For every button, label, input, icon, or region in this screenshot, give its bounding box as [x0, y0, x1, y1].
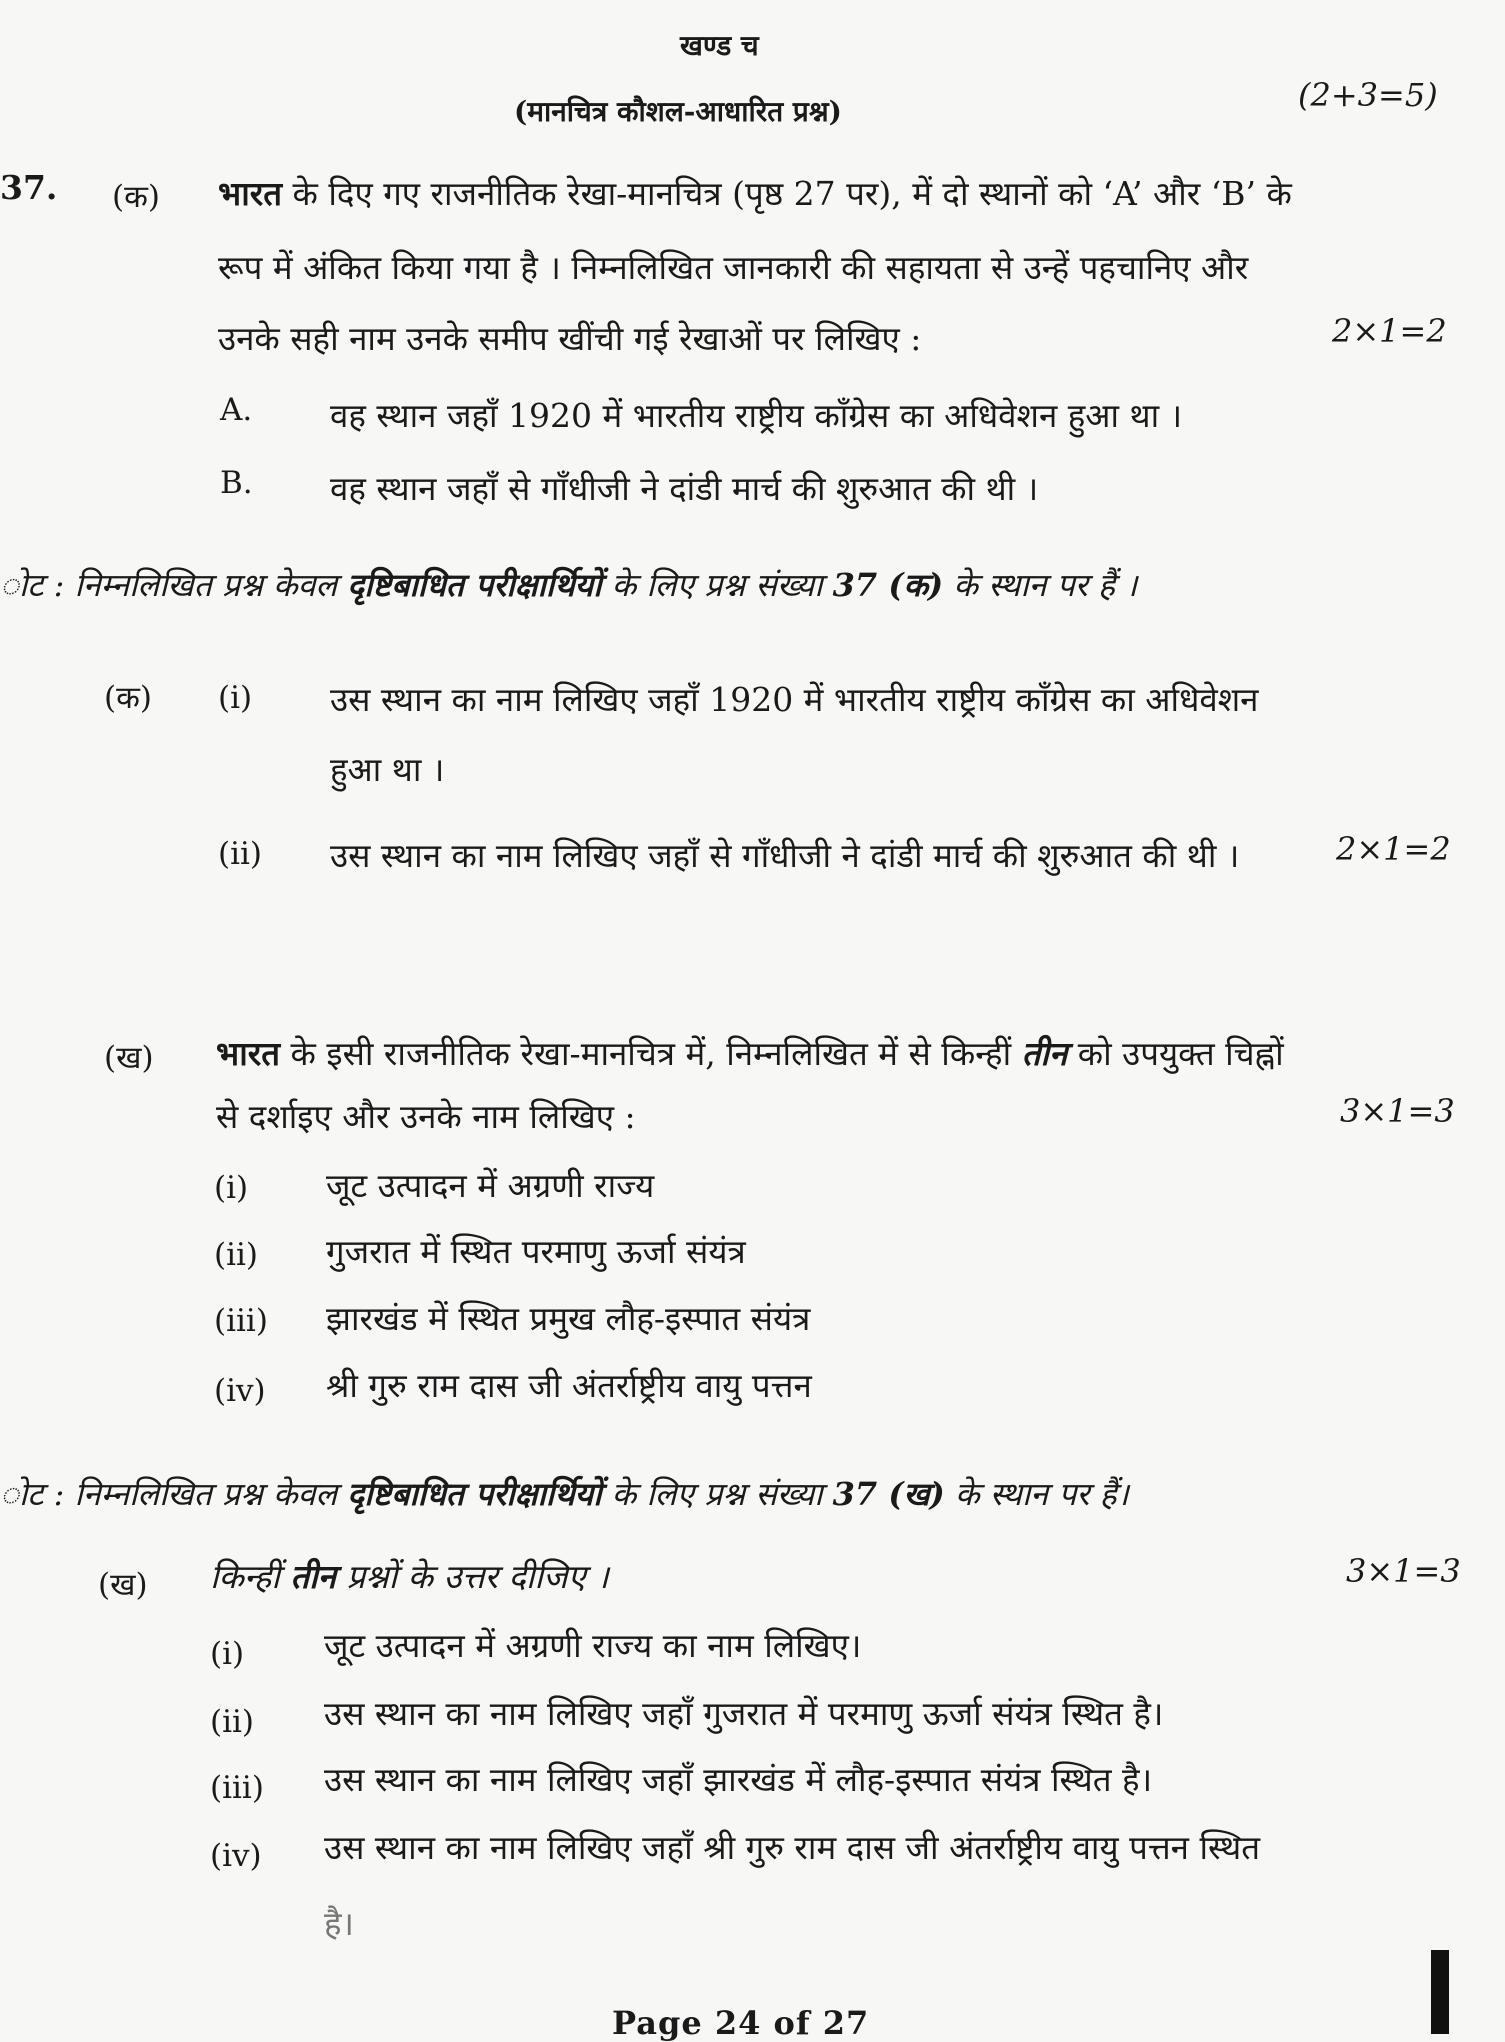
- alt-a-item-line2: हुआ था ।: [330, 750, 445, 789]
- bold-bharat: भारत: [218, 174, 283, 213]
- part-a-item-label: A.: [220, 392, 253, 428]
- part-a-line3: उनके सही नाम उनके समीप खींची गई रेखाओं पर लिखिए :: [218, 319, 922, 358]
- part-a-item-text: वह स्थान जहाँ 1920 में भारतीय राष्ट्रीय काँग्रेस का अधिवेशन हुआ था ।: [330, 396, 1183, 435]
- part-b-item-label: (ii): [214, 1237, 259, 1273]
- part-b-item-text: गुजरात में स्थित परमाणु ऊर्जा संयंत्र: [326, 1232, 746, 1271]
- scan-edge-mark: [1431, 1950, 1449, 2034]
- alt-a-marks: 2×1=2: [1336, 830, 1451, 868]
- part-b-label: (ख): [104, 1040, 154, 1076]
- alt-b-item-label: (ii): [210, 1704, 255, 1740]
- alt-b-marks: 3×1=3: [1346, 1552, 1461, 1590]
- note-visually-impaired-b: ोट : निम्नलिखित प्रश्न केवल दृष्टिबाधित परीक्षार्थियों के लिए प्रश्न संख्या 37 (ख) के स्थान पर हैं।: [0, 1475, 1129, 1513]
- alt-b-intro: किन्हीं तीन प्रश्नों के उत्तर दीजिए ।: [210, 1557, 609, 1596]
- alt-b-label: (ख): [98, 1567, 148, 1603]
- alt-a-label: (क): [104, 680, 152, 716]
- alt-b-item-line2: है।: [324, 1904, 355, 1943]
- part-b-line1: भारत के इसी राजनीतिक रेखा-मानचित्र में, निम्नलिखित में से किन्हीं तीन को उपयुक्त चिह्नों: [216, 1034, 1284, 1073]
- part-b-item-text: झारखंड में स्थित प्रमुख लौह-इस्पात संयंत्र: [326, 1299, 811, 1338]
- part-b-marks: 3×1=3: [1340, 1092, 1455, 1130]
- part-a-line2: रूप में अंकित किया गया है । निम्नलिखित जानकारी की सहायता से उन्हें पहचानिए और: [218, 248, 1249, 287]
- part-a-item-label: B.: [220, 465, 253, 501]
- part-b-item-text: श्री गुरु राम दास जी अंतर्राष्ट्रीय वायु पत्तन: [326, 1366, 812, 1405]
- alt-b-item-label: (iv): [210, 1838, 262, 1874]
- question-number: 37.: [0, 168, 58, 207]
- alt-a-item-line1: उस स्थान का नाम लिखिए जहाँ से गाँधीजी ने दांडी मार्च की शुरुआत की थी ।: [330, 836, 1240, 875]
- alt-b-item-label: (iii): [210, 1770, 264, 1806]
- part-b-line2: से दर्शाइए और उनके नाम लिखिए :: [216, 1097, 636, 1136]
- part-b-item-label: (iii): [214, 1303, 268, 1339]
- alt-b-item-text: जूट उत्पादन में अग्रणी राज्य का नाम लिखिए।: [324, 1626, 862, 1665]
- section-subtitle: (मानचित्र कौशल-आधारित प्रश्न): [514, 95, 842, 128]
- part-a-label: (क): [112, 179, 160, 215]
- alt-a-item-line1: उस स्थान का नाम लिखिए जहाँ 1920 में भारतीय राष्ट्रीय काँग्रेस का अधिवेशन: [330, 680, 1259, 719]
- page-number: Page 24 of 27: [612, 2004, 870, 2042]
- alt-b-item-label: (i): [210, 1636, 245, 1672]
- section-title: खण्ड च: [680, 29, 759, 62]
- alt-b-item-text: उस स्थान का नाम लिखिए जहाँ गुजरात में परमाणु ऊर्जा संयंत्र स्थित है।: [324, 1694, 1164, 1733]
- part-a-line1: भारत के दिए गए राजनीतिक रेखा-मानचित्र (पृष्ठ 27 पर), में दो स्थानों को ‘A’ और ‘B’ के: [218, 174, 1292, 213]
- alt-a-item-label: (i): [218, 680, 253, 716]
- part-b-item-label: (iv): [214, 1373, 266, 1409]
- part-a-marks: 2×1=2: [1332, 312, 1447, 350]
- part-b-item-text: जूट उत्पादन में अग्रणी राज्य: [326, 1166, 655, 1205]
- section-marks: (2+3=5): [1298, 76, 1438, 114]
- part-a-item-text: वह स्थान जहाँ से गाँधीजी ने दांडी मार्च की शुरुआत की थी ।: [330, 469, 1039, 508]
- alt-b-item-text: उस स्थान का नाम लिखिए जहाँ श्री गुरु राम दास जी अंतर्राष्ट्रीय वायु पत्तन स्थित: [324, 1828, 1261, 1867]
- alt-b-item-text: उस स्थान का नाम लिखिए जहाँ झारखंड में लौह-इस्पात संयंत्र स्थित है।: [324, 1760, 1153, 1799]
- alt-a-item-label: (ii): [218, 836, 263, 872]
- note-visually-impaired-a: ोट : निम्नलिखित प्रश्न केवल दृष्टिबाधित परीक्षार्थियों के लिए प्रश्न संख्या 37 (क) के स्थान पर हैं ।: [0, 566, 1138, 604]
- part-b-item-label: (i): [214, 1170, 249, 1206]
